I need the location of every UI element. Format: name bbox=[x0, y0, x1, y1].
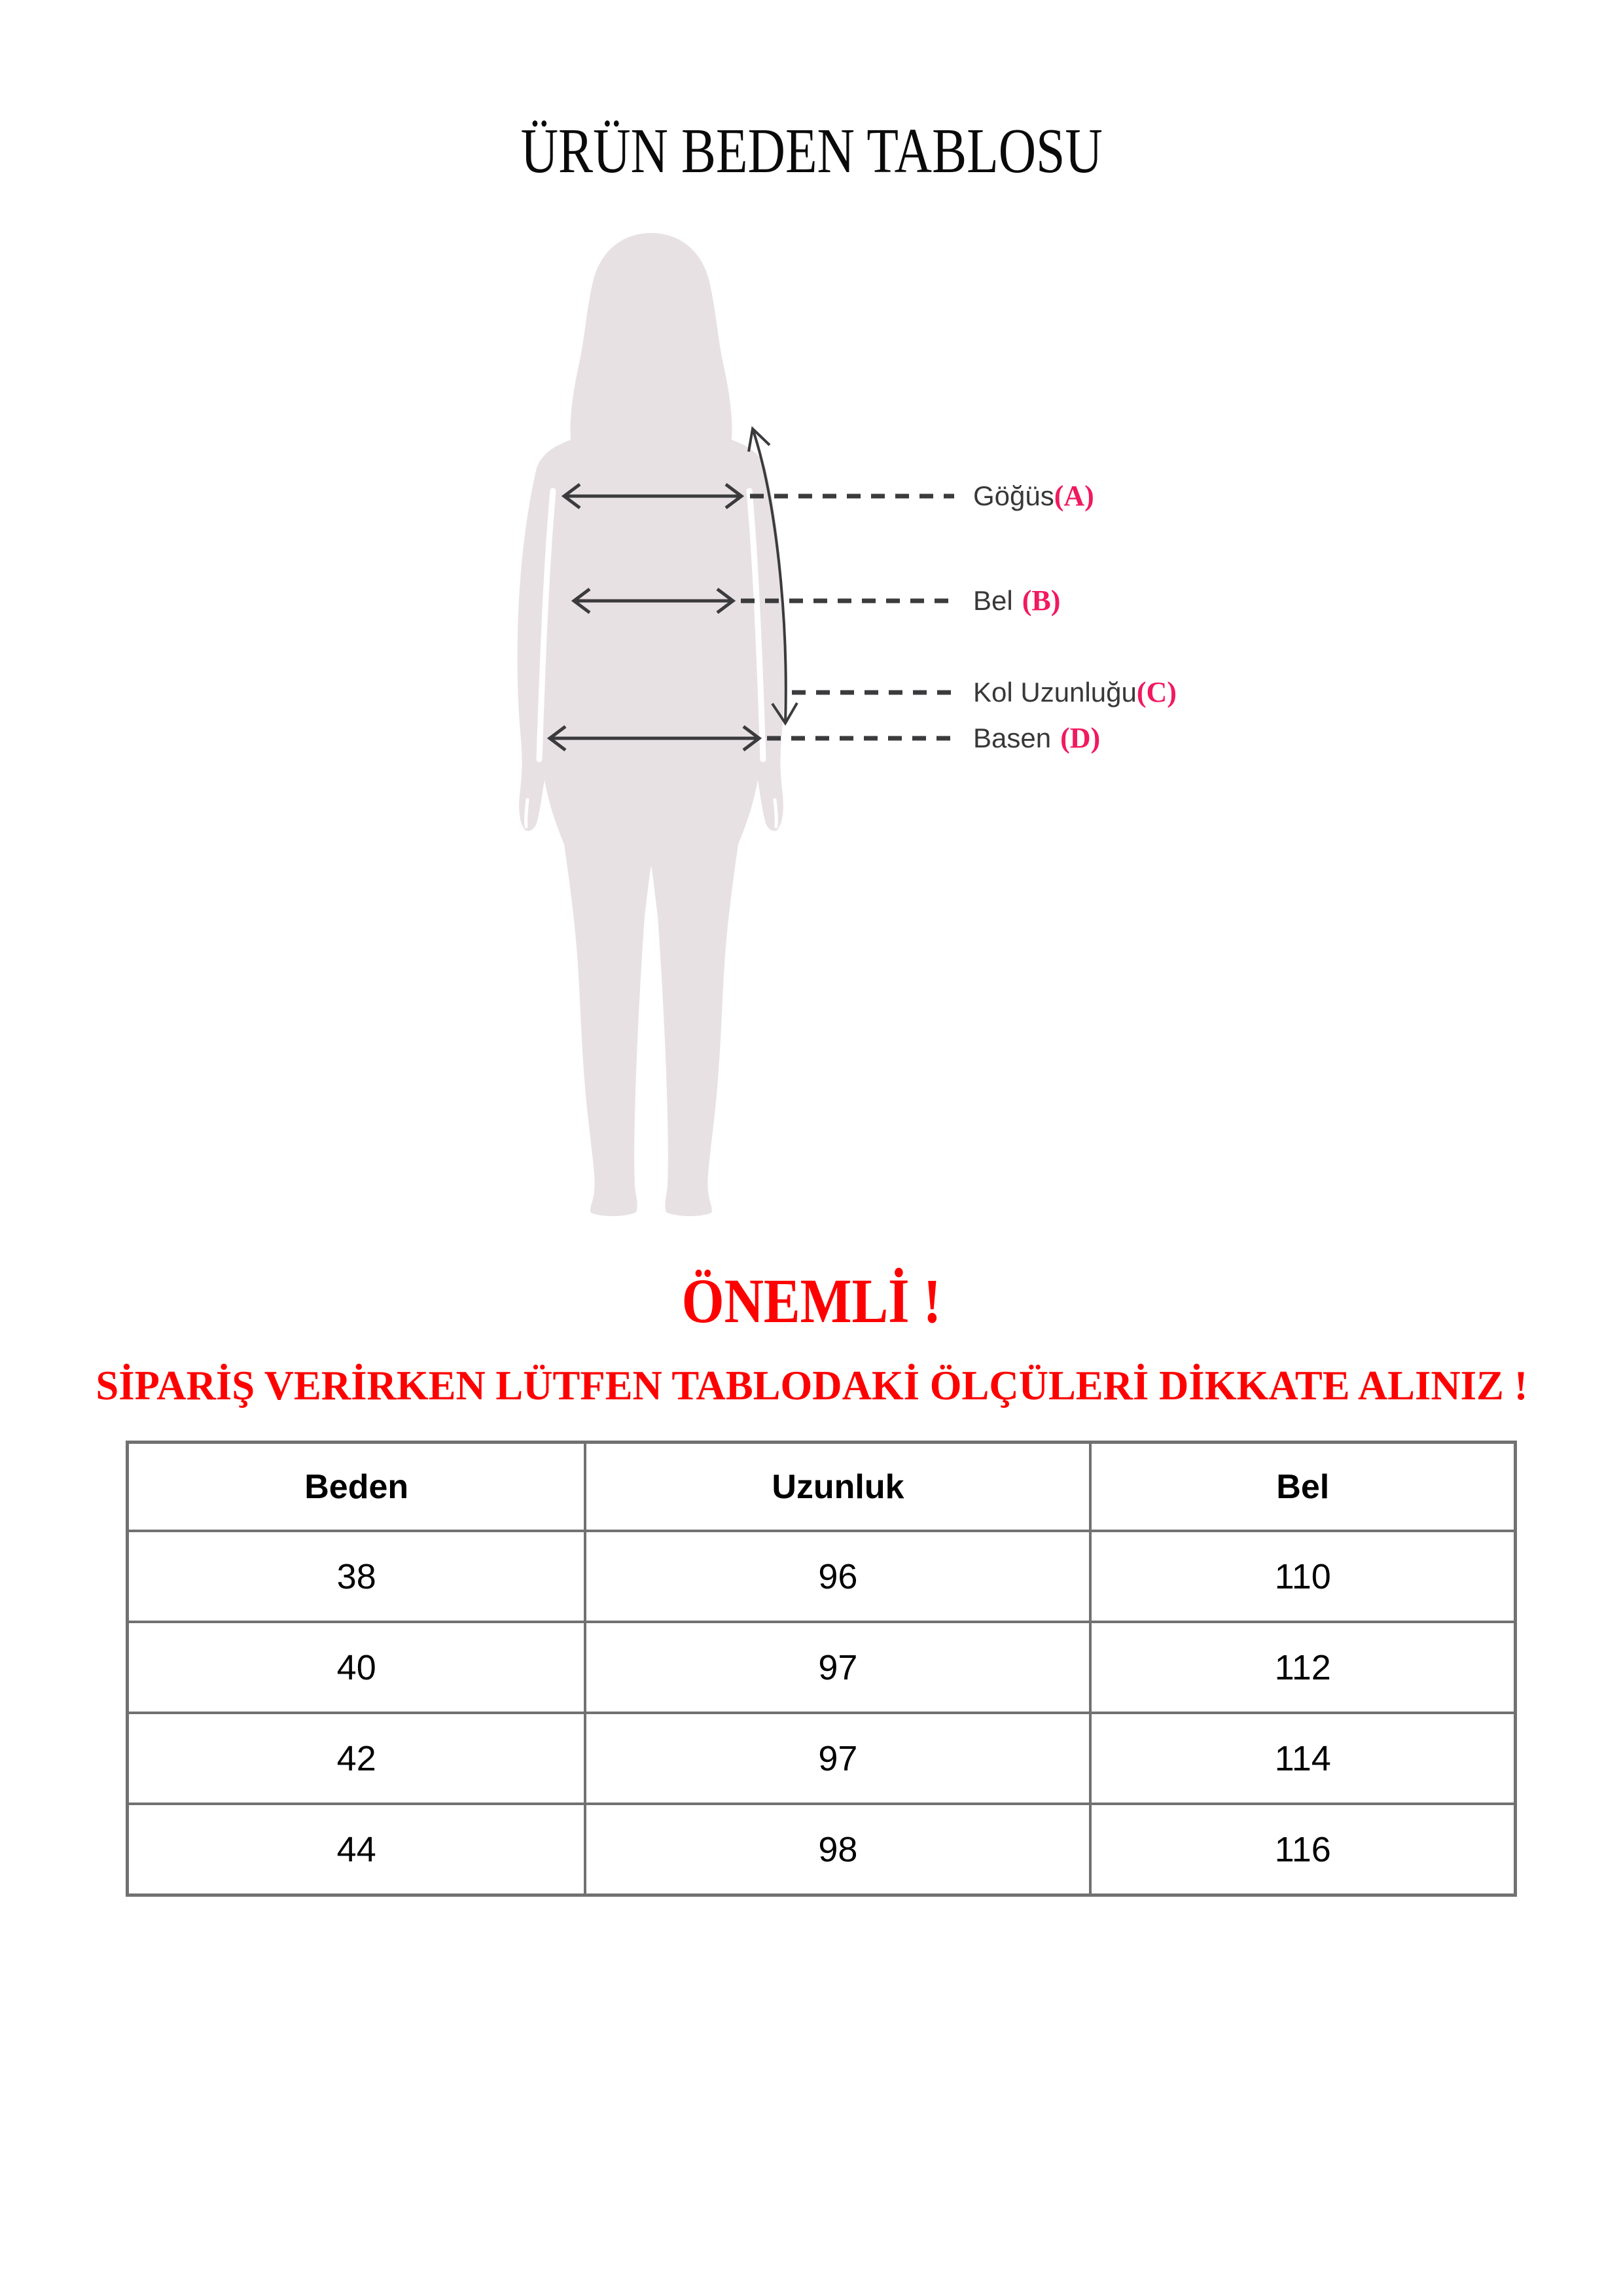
finger-notch-left bbox=[526, 800, 527, 827]
measure-letter-a: (A) bbox=[1054, 480, 1094, 512]
table-row bbox=[128, 1713, 1516, 1804]
table-row bbox=[128, 1531, 1516, 1622]
page-title-text: ÜRÜN BEDEN TABLOSU bbox=[520, 116, 1103, 186]
table-cell-length: 98 bbox=[585, 1804, 1090, 1895]
size-table-header-row bbox=[128, 1443, 1516, 1532]
table-cell-waist: 116 bbox=[1090, 1804, 1515, 1895]
table-cell-length: 97 bbox=[585, 1622, 1090, 1713]
warning-subheading bbox=[0, 1363, 1623, 1408]
page-title bbox=[0, 116, 1623, 186]
measure-label-chest-text: Göğüs bbox=[973, 480, 1054, 511]
measure-label-chest bbox=[973, 479, 1094, 513]
measure-letter-d: (D) bbox=[1060, 722, 1101, 754]
measure-letter-c: (C) bbox=[1136, 676, 1177, 708]
table-cell-size: 44 bbox=[128, 1804, 586, 1895]
measure-label-hip-text: Basen bbox=[973, 723, 1052, 753]
finger-notch-right bbox=[775, 800, 776, 827]
warning-subheading-text: SİPARİŞ VERİRKEN LÜTFEN TABLODAKİ ÖLÇÜLERİ DİKKATE ALINIZ ! bbox=[95, 1362, 1528, 1408]
table-cell-length: 96 bbox=[585, 1531, 1090, 1622]
measure-label-hip bbox=[973, 721, 1100, 755]
measure-label-waist-text: Bel bbox=[973, 585, 1013, 616]
size-table-header-uzunluk: Uzunluk bbox=[585, 1443, 1090, 1532]
measure-letter-b: (B) bbox=[1022, 584, 1061, 617]
size-table-header-bel: Bel bbox=[1090, 1443, 1515, 1532]
table-cell-waist: 114 bbox=[1090, 1713, 1515, 1804]
table-cell-size: 38 bbox=[128, 1531, 586, 1622]
warning-heading-text: ÖNEMLİ ! bbox=[681, 1266, 942, 1336]
table-cell-waist: 112 bbox=[1090, 1622, 1515, 1713]
table-row bbox=[128, 1804, 1516, 1895]
table-cell-size: 42 bbox=[128, 1713, 586, 1804]
size-table-header-beden: Beden bbox=[128, 1443, 586, 1532]
figure-silhouette bbox=[518, 233, 785, 1216]
table-row bbox=[128, 1622, 1516, 1713]
measure-label-arm-length-text: Kol Uzunluğu bbox=[973, 677, 1137, 708]
body-measurement-diagram bbox=[458, 223, 975, 1234]
warning-heading bbox=[0, 1268, 1623, 1335]
table-cell-size: 40 bbox=[128, 1622, 586, 1713]
measure-label-waist bbox=[973, 584, 1060, 618]
table-cell-length: 97 bbox=[585, 1713, 1090, 1804]
table-cell-waist: 110 bbox=[1090, 1531, 1515, 1622]
measure-label-arm-length bbox=[973, 675, 1177, 709]
size-table bbox=[126, 1441, 1517, 1897]
